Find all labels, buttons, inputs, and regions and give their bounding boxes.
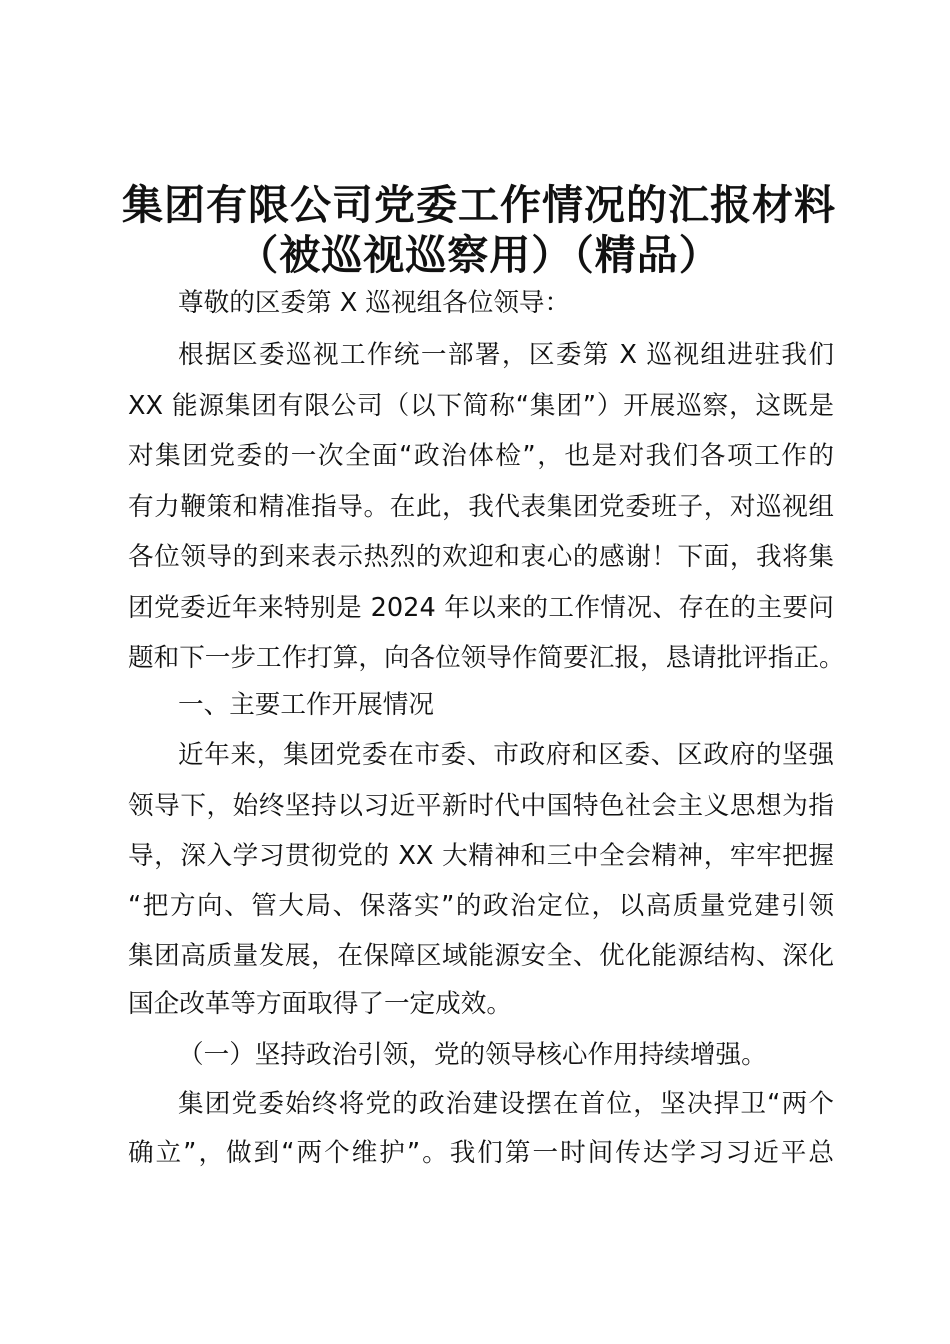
paragraph-line: “把方向、管大局、保落实”的政治定位，以高质量党建引领 — [128, 891, 834, 921]
paragraph-line: 导，深入学习贯彻党的 XX 大精神和三中全会精神，牢牢把握 — [128, 841, 834, 871]
paragraph-line: 各位领导的到来表示热烈的欢迎和衷心的感谢！下面，我将集 — [128, 542, 834, 572]
document-title-line-2: （被巡视巡察用）（精品） — [237, 231, 721, 279]
document-title-line-1: 集团有限公司党委工作情况的汇报材料 — [122, 181, 836, 229]
salutation: 尊敬的区委第 X 巡视组各位领导： — [178, 288, 571, 318]
paragraph-line: 近年来，集团党委在市委、市政府和区委、区政府的坚强 — [178, 740, 834, 770]
section-heading: 一、主要工作开展情况 — [178, 690, 434, 720]
paragraph-line: 确立”，做到“两个维护”。我们第一时间传达学习习近平总 — [128, 1138, 834, 1168]
paragraph-line: 集团党委始终将党的政治建设摆在首位，坚决捍卫“两个 — [178, 1089, 834, 1119]
paragraph-line: 题和下一步工作打算，向各位领导作简要汇报，恳请批评指正。 — [128, 643, 845, 673]
paragraph-line: 团党委近年来特别是 2024 年以来的工作情况、存在的主要问 — [128, 593, 834, 623]
paragraph-line: XX 能源集团有限公司（以下简称“集团”）开展巡察，这既是 — [128, 391, 834, 421]
paragraph-line: 国企改革等方面取得了一定成效。 — [128, 989, 512, 1019]
paragraph-line: 有力鞭策和精准指导。在此，我代表集团党委班子，对巡视组 — [128, 492, 834, 522]
paragraph-line: 领导下，始终坚持以习近平新时代中国特色社会主义思想为指 — [128, 791, 834, 821]
paragraph-line: 集团高质量发展，在保障区域能源安全、优化能源结构、深化 — [128, 941, 834, 971]
paragraph-line: 根据区委巡视工作统一部署，区委第 X 巡视组进驻我们 — [178, 340, 834, 370]
paragraph-line: 对集团党委的一次全面“政治体检”，也是对我们各项工作的 — [128, 441, 834, 471]
subsection-heading: （一）坚持政治引领，党的领导核心作用持续增强。 — [178, 1040, 767, 1070]
